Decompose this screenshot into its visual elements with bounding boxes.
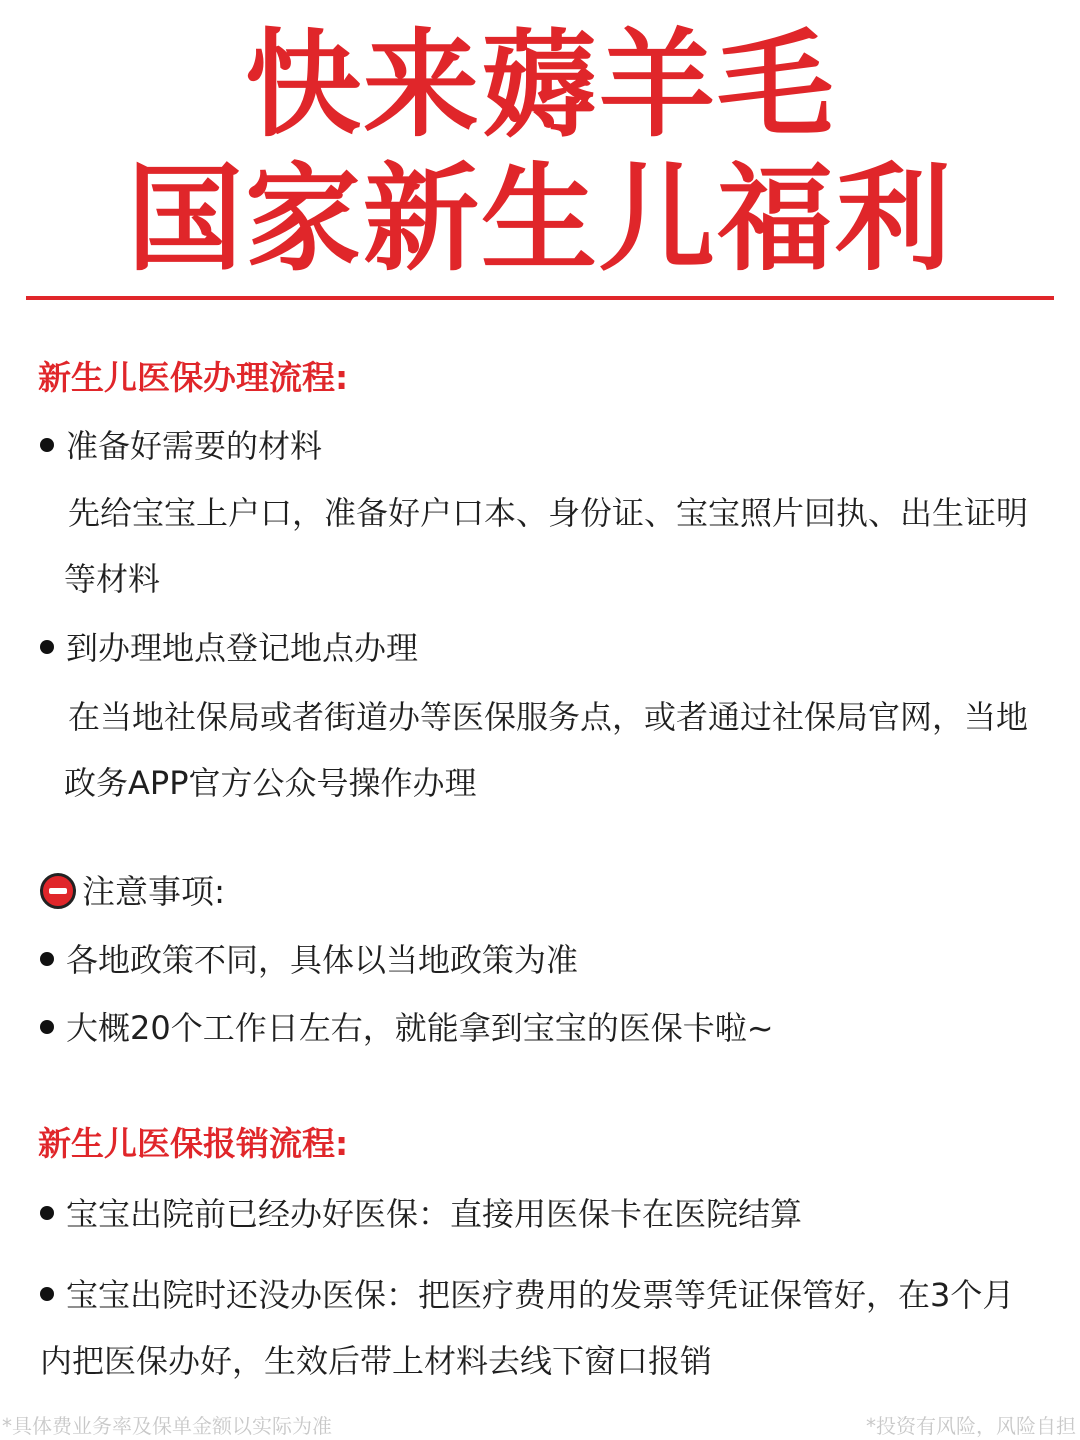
bullet-dot-icon (40, 952, 54, 966)
no-entry-icon (40, 873, 76, 909)
notes-heading-text: 注意事项: (82, 872, 226, 911)
enroll-bullet-1-text: 准备好需要的材料 (66, 427, 323, 465)
notes-bullet-2 (40, 1008, 774, 1048)
enroll-bullet-2-text: 到办理地点登记地点办理 (66, 629, 419, 667)
notes-bullet-2-text: 大概20个工作日左右，就能拿到宝宝的医保卡啦~ (66, 1009, 774, 1047)
enroll-detail-1: 先给宝宝上户口，准备好户口本、身份证、宝宝照片回执、出生证明等材料 (64, 494, 1029, 598)
notes-heading (40, 872, 225, 912)
reimburse-bullet-2 (40, 1262, 1040, 1394)
reimburse-section-heading: 新生儿医保报销流程: (38, 1124, 349, 1163)
enroll-bullet-2 (40, 628, 418, 668)
footer-disclaimer-right: *投资有风险，风险自担 (866, 1414, 1076, 1438)
page-title-line-1: 快来薅羊毛 (245, 18, 835, 153)
bullet-dot-icon (40, 1020, 54, 1034)
page-title-line-2: 国家新生儿福利 (127, 152, 953, 287)
reimburse-bullet-2-text: 宝宝出院时还没办医保：把医疗费用的发票等凭证保管好，在3个月内把医保办好，生效后带上材料去线下窗口报销 (40, 1276, 1015, 1380)
notes-bullet-1 (40, 940, 578, 980)
bullet-dot-icon (40, 1206, 54, 1220)
enroll-detail-2: 在当地社保局或者街道办等医保服务点，或者通过社保局官网，当地政务APP官方公众号操作办理 (64, 698, 1029, 802)
enroll-section-heading: 新生儿医保办理流程: (38, 358, 349, 397)
reimburse-bullet-1-text: 宝宝出院前已经办好医保：直接用医保卡在医院结算 (66, 1195, 803, 1233)
bullet-dot-icon (40, 640, 54, 654)
footer-disclaimer-left: *具体费业务率及保单金额以实际为准 (2, 1414, 332, 1438)
bullet-dot-icon (40, 1287, 54, 1301)
notes-bullet-1-text: 各地政策不同，具体以当地政策为准 (66, 941, 579, 979)
reimburse-bullet-1 (40, 1194, 802, 1234)
enroll-bullet-1 (40, 426, 322, 466)
bullet-dot-icon (40, 438, 54, 452)
title-divider (26, 296, 1054, 300)
